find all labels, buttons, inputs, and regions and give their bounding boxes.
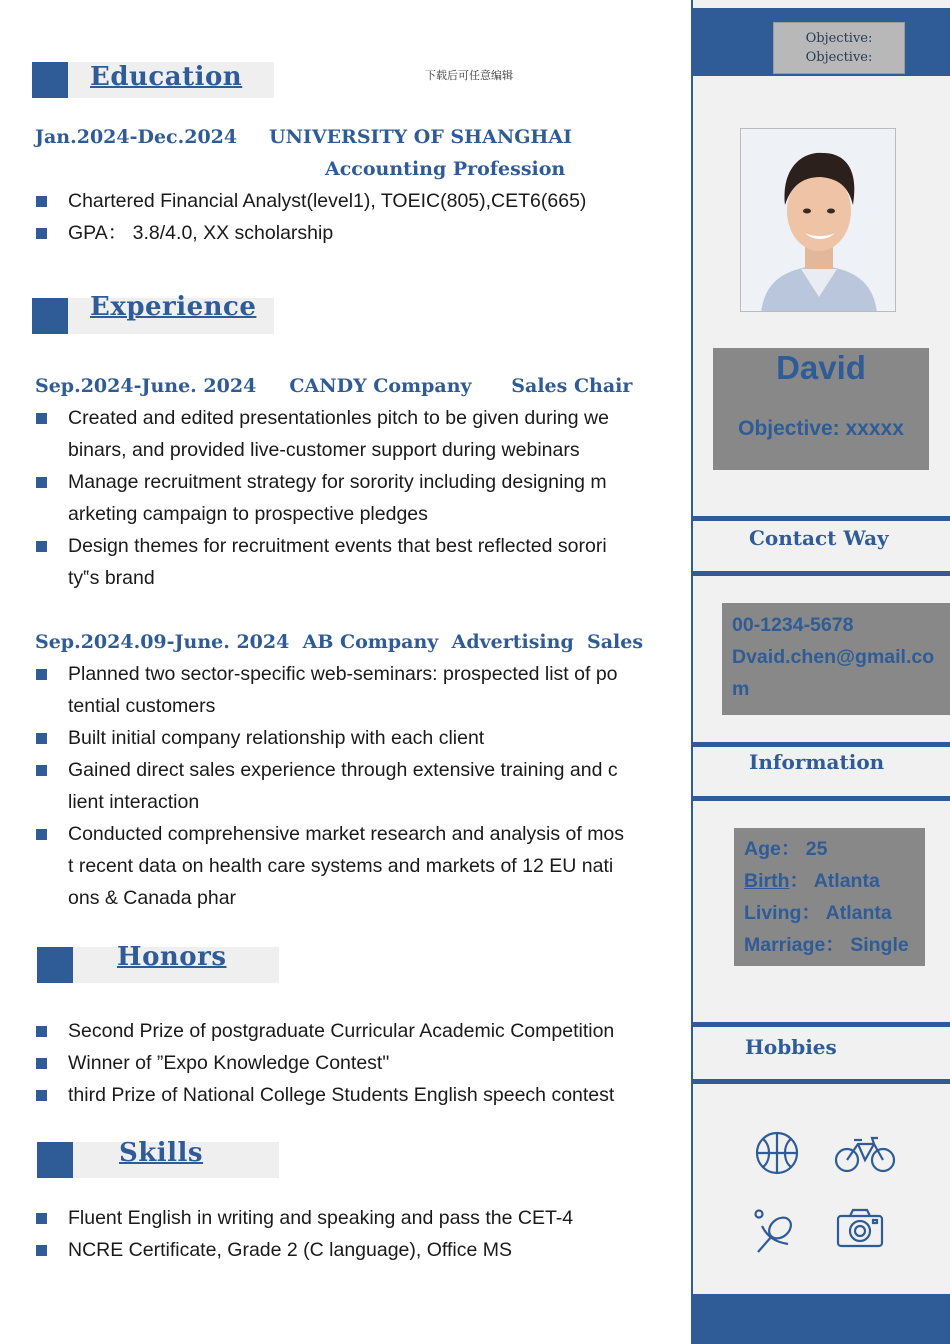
education-major: Accounting Profession — [325, 158, 566, 180]
list-item: Built initial company relationship with each client — [36, 722, 656, 754]
skills-list — [36, 1202, 656, 1266]
phone-number: 00-1234-5678 — [732, 614, 854, 636]
contact-heading: Contact Way — [749, 526, 889, 550]
camera-icon — [836, 1208, 884, 1253]
list-item: Created and edited presentationles pitch to be given during we binars, and provided live-customer support during webinars — [36, 402, 656, 466]
experience-heading: Experience — [90, 292, 257, 322]
info-birth: Birth： Atlanta — [744, 870, 880, 892]
divider — [693, 742, 950, 747]
education-school: UNIVERSITY OF SHANGHAI — [269, 126, 573, 148]
list-item: Fluent English in writing and speaking and pass the CET-4 — [36, 1202, 656, 1234]
heading-block — [37, 947, 73, 983]
sidebar-bottom-band — [693, 1294, 950, 1344]
list-item: Planned two sector-specific web-seminars: prospected list of po tential customers — [36, 658, 656, 722]
list-item: GPA： 3.8/4.0, XX scholarship — [36, 217, 656, 249]
job-headline: Sep.2024-June. 2024 CANDY Company Sales Chair — [35, 375, 633, 397]
list-item: Gained direct sales experience through extensive training and c lient interaction — [36, 754, 656, 818]
badminton-icon — [750, 1208, 800, 1261]
divider — [693, 796, 950, 801]
divider — [693, 1079, 950, 1084]
education-list — [36, 185, 656, 249]
person-name: David — [776, 349, 866, 386]
list-item: third Prize of National College Students English speech contest — [36, 1079, 656, 1111]
divider — [693, 1022, 950, 1027]
profile-photo — [740, 128, 896, 312]
experience-heading-bar — [32, 292, 274, 334]
hobbies-heading: Hobbies — [745, 1035, 837, 1059]
contact-box — [722, 603, 950, 715]
objective-box: Objective: Objective: — [773, 22, 905, 74]
sidebar-top-strip — [693, 0, 950, 8]
education-heading-bar — [32, 62, 274, 98]
info-living: Living： Atlanta — [744, 902, 892, 924]
education-heading: Education — [90, 62, 243, 92]
skills-heading: Skills — [119, 1138, 204, 1168]
basketball-icon — [754, 1130, 800, 1181]
list-item: Second Prize of postgraduate Curricular Academic Competition — [36, 1015, 656, 1047]
email-address-wrap: m — [732, 678, 750, 700]
job-duties — [36, 658, 656, 914]
divider — [693, 571, 950, 576]
heading-block — [32, 298, 68, 334]
information-box — [734, 828, 925, 966]
info-marriage: Marriage： Single — [744, 934, 909, 956]
list-item: Chartered Financial Analyst(level1), TOEIC(805),CET6(665) — [36, 185, 656, 217]
edit-note: 下载后可任意编辑 — [425, 69, 513, 82]
list-item: Winner of ”Expo Knowledge Contest" — [36, 1047, 656, 1079]
divider — [693, 516, 950, 521]
heading-block — [37, 1142, 73, 1178]
skills-heading-bar — [37, 1138, 279, 1178]
job-duties — [36, 402, 656, 594]
info-age: Age： 25 — [744, 838, 828, 860]
education-period: Jan.2024-Dec.2024 — [35, 126, 238, 148]
list-item: Manage recruitment strategy for sorority including designing m arketing campaign to prospective pledges — [36, 466, 656, 530]
list-item: Design themes for recruitment events that best reflected sorori ty‟s brand — [36, 530, 656, 594]
heading-block — [32, 62, 68, 98]
list-item: NCRE Certificate, Grade 2 (C language), Office MS — [36, 1234, 656, 1266]
portrait-image — [741, 129, 896, 312]
job-headline: Sep.2024.09-June. 2024 AB Company Advertising Sales — [35, 631, 644, 653]
email-address: Dvaid.chen@gmail.co — [732, 646, 935, 668]
honors-heading-bar — [37, 942, 279, 983]
name-box — [713, 348, 929, 470]
bicycle-icon — [834, 1136, 896, 1179]
information-heading: Information — [749, 750, 885, 774]
honors-list — [36, 1015, 656, 1111]
honors-heading: Honors — [117, 942, 227, 972]
objective-text: Objective: xxxxx — [738, 417, 904, 440]
list-item: Conducted comprehensive market research and analysis of mos t recent data on health care systems and markets of 12 EU nati ons & Canada phar — [36, 818, 656, 914]
